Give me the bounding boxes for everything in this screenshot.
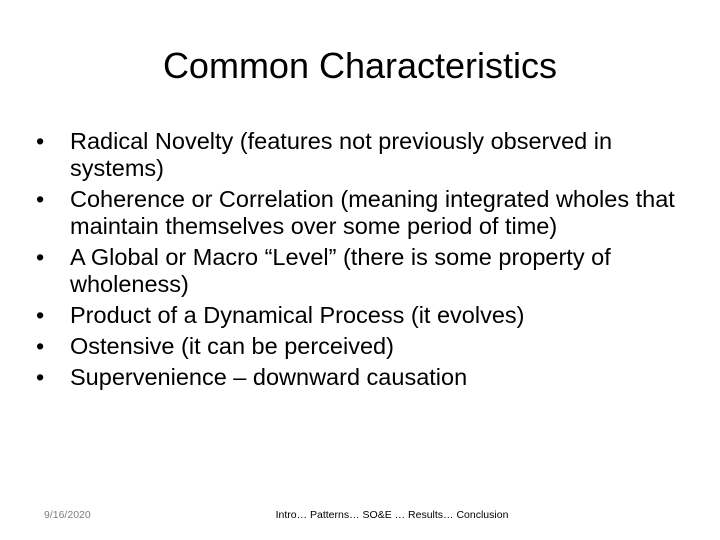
footer-navigation-text: Intro… Patterns… SO&E … Results… Conclusion — [275, 509, 509, 521]
bullet-text: A Global or Macro “Level” (there is some property of wholeness) — [70, 244, 611, 298]
bullet-list — [36, 128, 686, 395]
bullet-text: Supervenience – downward causation — [70, 363, 468, 390]
bullet-item-supervenience — [36, 364, 686, 391]
bullet-icon: • — [36, 128, 45, 154]
bullet-text: Product of a Dynamical Process (it evolves) — [70, 302, 525, 329]
bullet-icon: • — [36, 186, 45, 213]
bullet-icon: • — [36, 302, 45, 329]
bullet-item-radical-novelty — [36, 128, 686, 183]
bullet-text: Ostensive (it can be perceived) — [70, 333, 394, 360]
bullet-item-dynamical-process — [36, 302, 686, 329]
bullet-icon: • — [36, 333, 45, 360]
bullet-icon: • — [36, 244, 45, 271]
slide-title: Common Characteristics — [162, 45, 558, 86]
bullet-item-global-level — [36, 244, 686, 299]
bullet-text: Coherence or Correlation (meaning integrated wholes that maintain themselves over some period of time) — [70, 186, 675, 240]
bullet-item-ostensive — [36, 333, 686, 360]
bullet-icon: • — [36, 363, 45, 390]
bullet-text: Radical Novelty (features not previously observed in systems) — [70, 128, 613, 182]
footer-date: 9/16/2020 — [44, 509, 91, 521]
bullet-item-coherence — [36, 186, 686, 241]
